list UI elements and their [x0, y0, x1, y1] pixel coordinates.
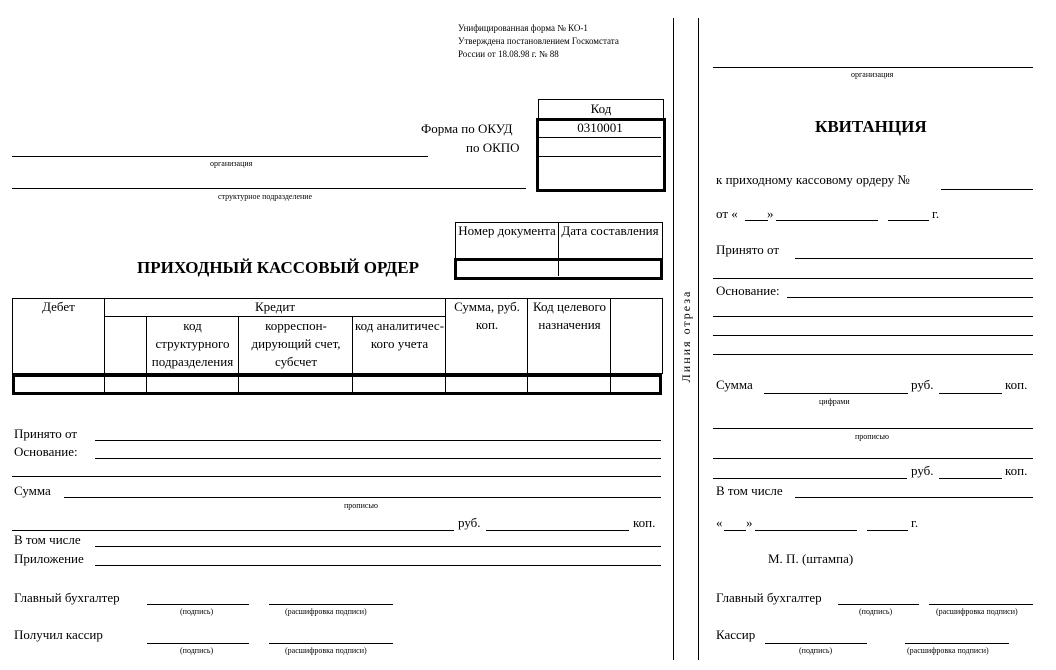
kop-field[interactable] — [486, 530, 629, 531]
receipt-cashier-label: Кассир — [716, 627, 756, 642]
receipt-from-open: от « — [716, 206, 738, 221]
including-field[interactable] — [95, 546, 661, 547]
receipt-chief-decode-caption: (расшифровка подписи) — [936, 607, 1018, 616]
receipt-stamp-label: М. П. (штампа) — [768, 551, 854, 566]
receipt-organization-caption: организация — [851, 70, 894, 79]
attachment-label: Приложение — [14, 551, 84, 566]
cut-line-right — [698, 18, 699, 660]
receipt-including-label: В том числе — [716, 483, 783, 498]
code-header: Код — [590, 101, 612, 116]
receipt-sum-words-field-3[interactable] — [713, 478, 907, 479]
okud-value: 0310001 — [577, 120, 623, 135]
debit-header: Дебет — [42, 299, 75, 314]
cashier-signature-field[interactable] — [147, 643, 249, 644]
receipt-received-from-field-2[interactable] — [713, 278, 1033, 279]
division-code-header: код структурного подразделения — [151, 318, 234, 369]
receipt-in-words-caption: прописью — [855, 432, 890, 441]
receipt-date-year-field[interactable] — [867, 530, 908, 531]
receipt-basis-field-3[interactable] — [713, 335, 1033, 336]
receipt-basis-label: Основание: — [716, 283, 780, 298]
receipt-year-label: г. — [932, 206, 940, 221]
credit-header: Кредит — [254, 299, 296, 314]
form-date-line: России от 18.08.98 г. № 88 — [458, 49, 559, 59]
receipt-received-from-label: Принято от — [716, 242, 780, 257]
receipt-sum-label: Сумма — [716, 377, 753, 392]
receipt-cashier-signature-caption: (подпись) — [799, 646, 833, 655]
receipt-basis-field[interactable] — [787, 297, 1033, 298]
receipt-month-field[interactable] — [776, 220, 878, 221]
receipt-year-field[interactable] — [888, 220, 929, 221]
analytic-code-header: код аналитичес- кого учета — [354, 318, 445, 351]
receipt-date-close: » — [746, 515, 753, 530]
receipt-chief-accountant-label: Главный бухгалтер — [716, 590, 822, 605]
form-approval-line: Утверждена постановлением Госкомстата — [458, 36, 619, 46]
cashier-decode-field[interactable] — [269, 643, 393, 644]
cashier-decode-caption: (расшифровка подписи) — [285, 646, 367, 655]
cashier-signature-caption: (подпись) — [180, 646, 214, 655]
receipt-in-digits-caption: цифрами — [819, 397, 850, 406]
receipt-kop-label-2: коп. — [1005, 463, 1028, 478]
in-words-caption: прописью — [344, 501, 379, 510]
receipt-chief-signature-caption: (подпись) — [859, 607, 893, 616]
signature-decode-caption: (расшифровка подписи) — [285, 607, 367, 616]
basis-label: Основание: — [14, 444, 78, 459]
accounting-table-entry-row[interactable] — [12, 374, 662, 395]
rub-label: руб. — [458, 515, 481, 530]
receipt-cashier-decode-field[interactable] — [905, 643, 1009, 644]
receipt-rub-label: руб. — [911, 377, 934, 392]
receipt-chief-decode-field[interactable] — [929, 604, 1033, 605]
okud-label: Форма по ОКУД — [421, 121, 513, 136]
organization-line — [12, 156, 428, 157]
okpo-label: по ОКПО — [466, 140, 520, 155]
receipt-sum-words-field[interactable] — [713, 428, 1033, 429]
division-line — [12, 188, 526, 189]
attachment-field[interactable] — [95, 565, 661, 566]
cut-line-left — [673, 18, 674, 660]
chief-accountant-label: Главный бухгалтер — [14, 590, 120, 605]
receipt-organization-line[interactable] — [713, 67, 1033, 68]
division-caption: структурное подразделение — [218, 192, 313, 201]
sum-header: Сумма, руб. коп. — [454, 299, 520, 332]
purpose-code-header: Код целевого назначения — [532, 299, 607, 332]
chief-accountant-signature-field[interactable] — [147, 604, 249, 605]
receipt-basis-field-2[interactable] — [713, 316, 1033, 317]
doc-title: ПРИХОДНЫЙ КАССОВЫЙ ОРДЕР — [137, 258, 419, 277]
basis-field[interactable] — [95, 458, 661, 459]
receipt-day-field[interactable] — [745, 220, 768, 221]
receipt-basis-field-4[interactable] — [713, 354, 1033, 355]
receipt-date-year-label: г. — [911, 515, 919, 530]
receipt-order-number-field[interactable] — [941, 189, 1033, 190]
corr-account-header: корреспон- дирующий счет, субсчет — [251, 318, 341, 369]
form-code-line: Унифицированная форма № КО-1 — [458, 23, 588, 33]
receipt-including-field[interactable] — [795, 497, 1033, 498]
signature-caption: (подпись) — [180, 607, 214, 616]
received-from-field[interactable] — [95, 440, 661, 441]
code-header-cell — [538, 99, 664, 119]
cashier-received-label: Получил кассир — [14, 627, 103, 642]
including-label: В том числе — [14, 532, 81, 547]
receipt-from-close: » — [767, 206, 774, 221]
receipt-received-from-field[interactable] — [795, 258, 1033, 259]
chief-accountant-decode-field[interactable] — [269, 604, 393, 605]
receipt-sum-words-field-2[interactable] — [713, 458, 1033, 459]
receipt-cashier-decode-caption: (расшифровка подписи) — [907, 646, 989, 655]
sum-label: Сумма — [14, 483, 51, 498]
receipt-rub-label-2: руб. — [911, 463, 934, 478]
receipt-title: КВИТАНЦИЯ — [815, 117, 927, 136]
receipt-kop-words-field[interactable] — [939, 478, 1002, 479]
doc-number-header: Номер документа — [458, 223, 556, 238]
receipt-kop-digits-field[interactable] — [939, 393, 1002, 394]
receipt-chief-signature-field[interactable] — [838, 604, 919, 605]
received-from-label: Принято от — [14, 426, 78, 441]
receipt-sum-digits-field[interactable] — [764, 393, 908, 394]
receipt-kop-label: коп. — [1005, 377, 1028, 392]
receipt-to-order-label: к приходному кассовому ордеру № — [716, 172, 910, 187]
sum-words-field[interactable] — [64, 497, 661, 498]
doc-date-header: Дата составления — [561, 223, 659, 238]
organization-caption: организация — [210, 159, 253, 168]
receipt-date-open: « — [716, 515, 723, 530]
sum-words-field-2[interactable] — [12, 530, 454, 531]
basis-field-2[interactable] — [12, 476, 661, 477]
receipt-date-day-field[interactable] — [724, 530, 746, 531]
receipt-date-month-field[interactable] — [755, 530, 857, 531]
kop-label: коп. — [633, 515, 656, 530]
cut-line-label: Линия отреза — [679, 289, 693, 383]
receipt-cashier-signature-field[interactable] — [765, 643, 867, 644]
